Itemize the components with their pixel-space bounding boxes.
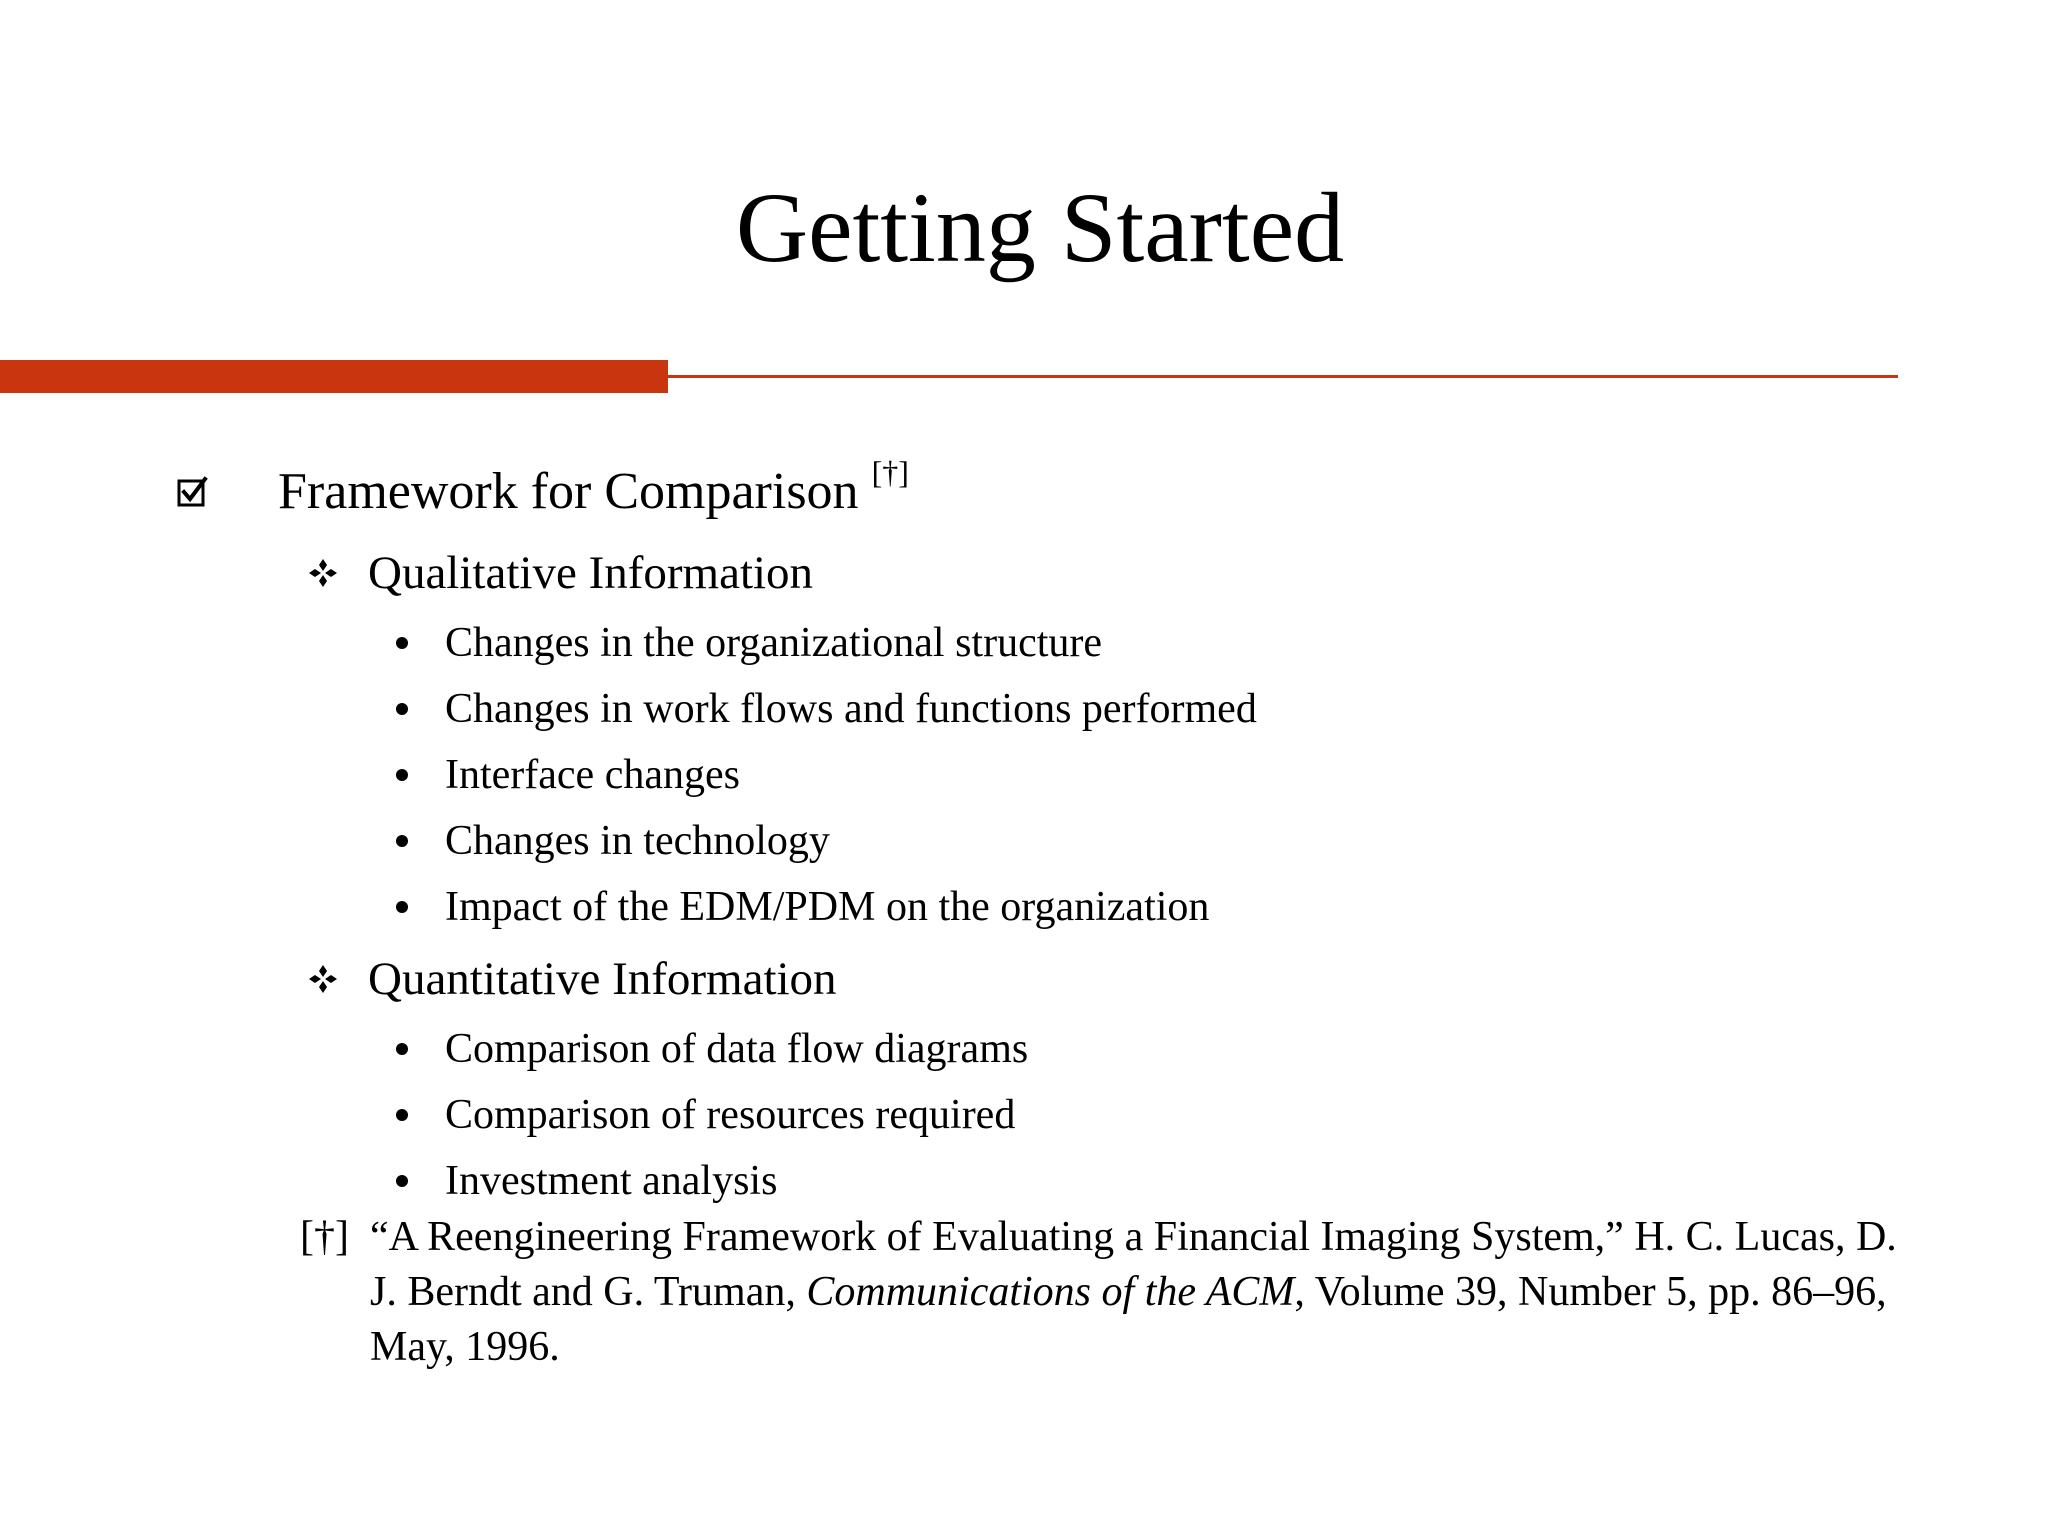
framework-label: Framework for Comparison [278, 463, 859, 520]
slide-title: Getting Started [735, 172, 1345, 283]
title-accent-bar [0, 360, 668, 393]
framework-reference-marker: [†] [871, 454, 909, 490]
qualitative-heading: Qualitative Information [368, 547, 814, 599]
qualitative-item: Changes in the organizational structure [445, 620, 1103, 666]
diamond-bullet-icon [307, 557, 339, 589]
checkbox-checked-icon [176, 476, 208, 508]
footnote-text-before: “A Reengineering Framework of Evaluating a Financial Imaging System,” H. C. Lucas, D. J. Berndt and G. Truman, [370, 1214, 1897, 1315]
round-bullet-icon [396, 1109, 408, 1121]
footnote [300, 1210, 1900, 1375]
quantitative-item: Comparison of data flow diagrams [445, 1026, 1029, 1072]
round-bullet-icon [396, 1043, 408, 1055]
round-bullet-icon [396, 769, 408, 781]
footnote-citation [300, 1210, 1900, 1375]
round-bullet-icon [396, 703, 408, 715]
round-bullet-icon [396, 901, 408, 913]
quantitative-heading: Quantitative Information [368, 953, 837, 1005]
round-bullet-icon [396, 1175, 408, 1187]
footnote-journal: Communications of the ACM [806, 1269, 1295, 1315]
qualitative-item: Changes in technology [445, 818, 830, 864]
diamond-bullet-icon [307, 963, 339, 995]
round-bullet-icon [396, 637, 408, 649]
round-bullet-icon [396, 835, 408, 847]
quantitative-item: Comparison of resources required [445, 1092, 1016, 1138]
qualitative-item: Interface changes [445, 752, 740, 798]
quantitative-item: Investment analysis [445, 1158, 778, 1204]
footnote-marker: [†] [300, 1214, 349, 1260]
qualitative-item: Changes in work flows and functions performed [445, 686, 1257, 732]
qualitative-item: Impact of the EDM/PDM on the organization [445, 884, 1210, 930]
footnote-text-after: , Volume 39, Number 5, pp. 86–96, May, 1996. [370, 1269, 1887, 1370]
framework-heading [278, 454, 909, 522]
title-accent-line [668, 375, 1898, 378]
